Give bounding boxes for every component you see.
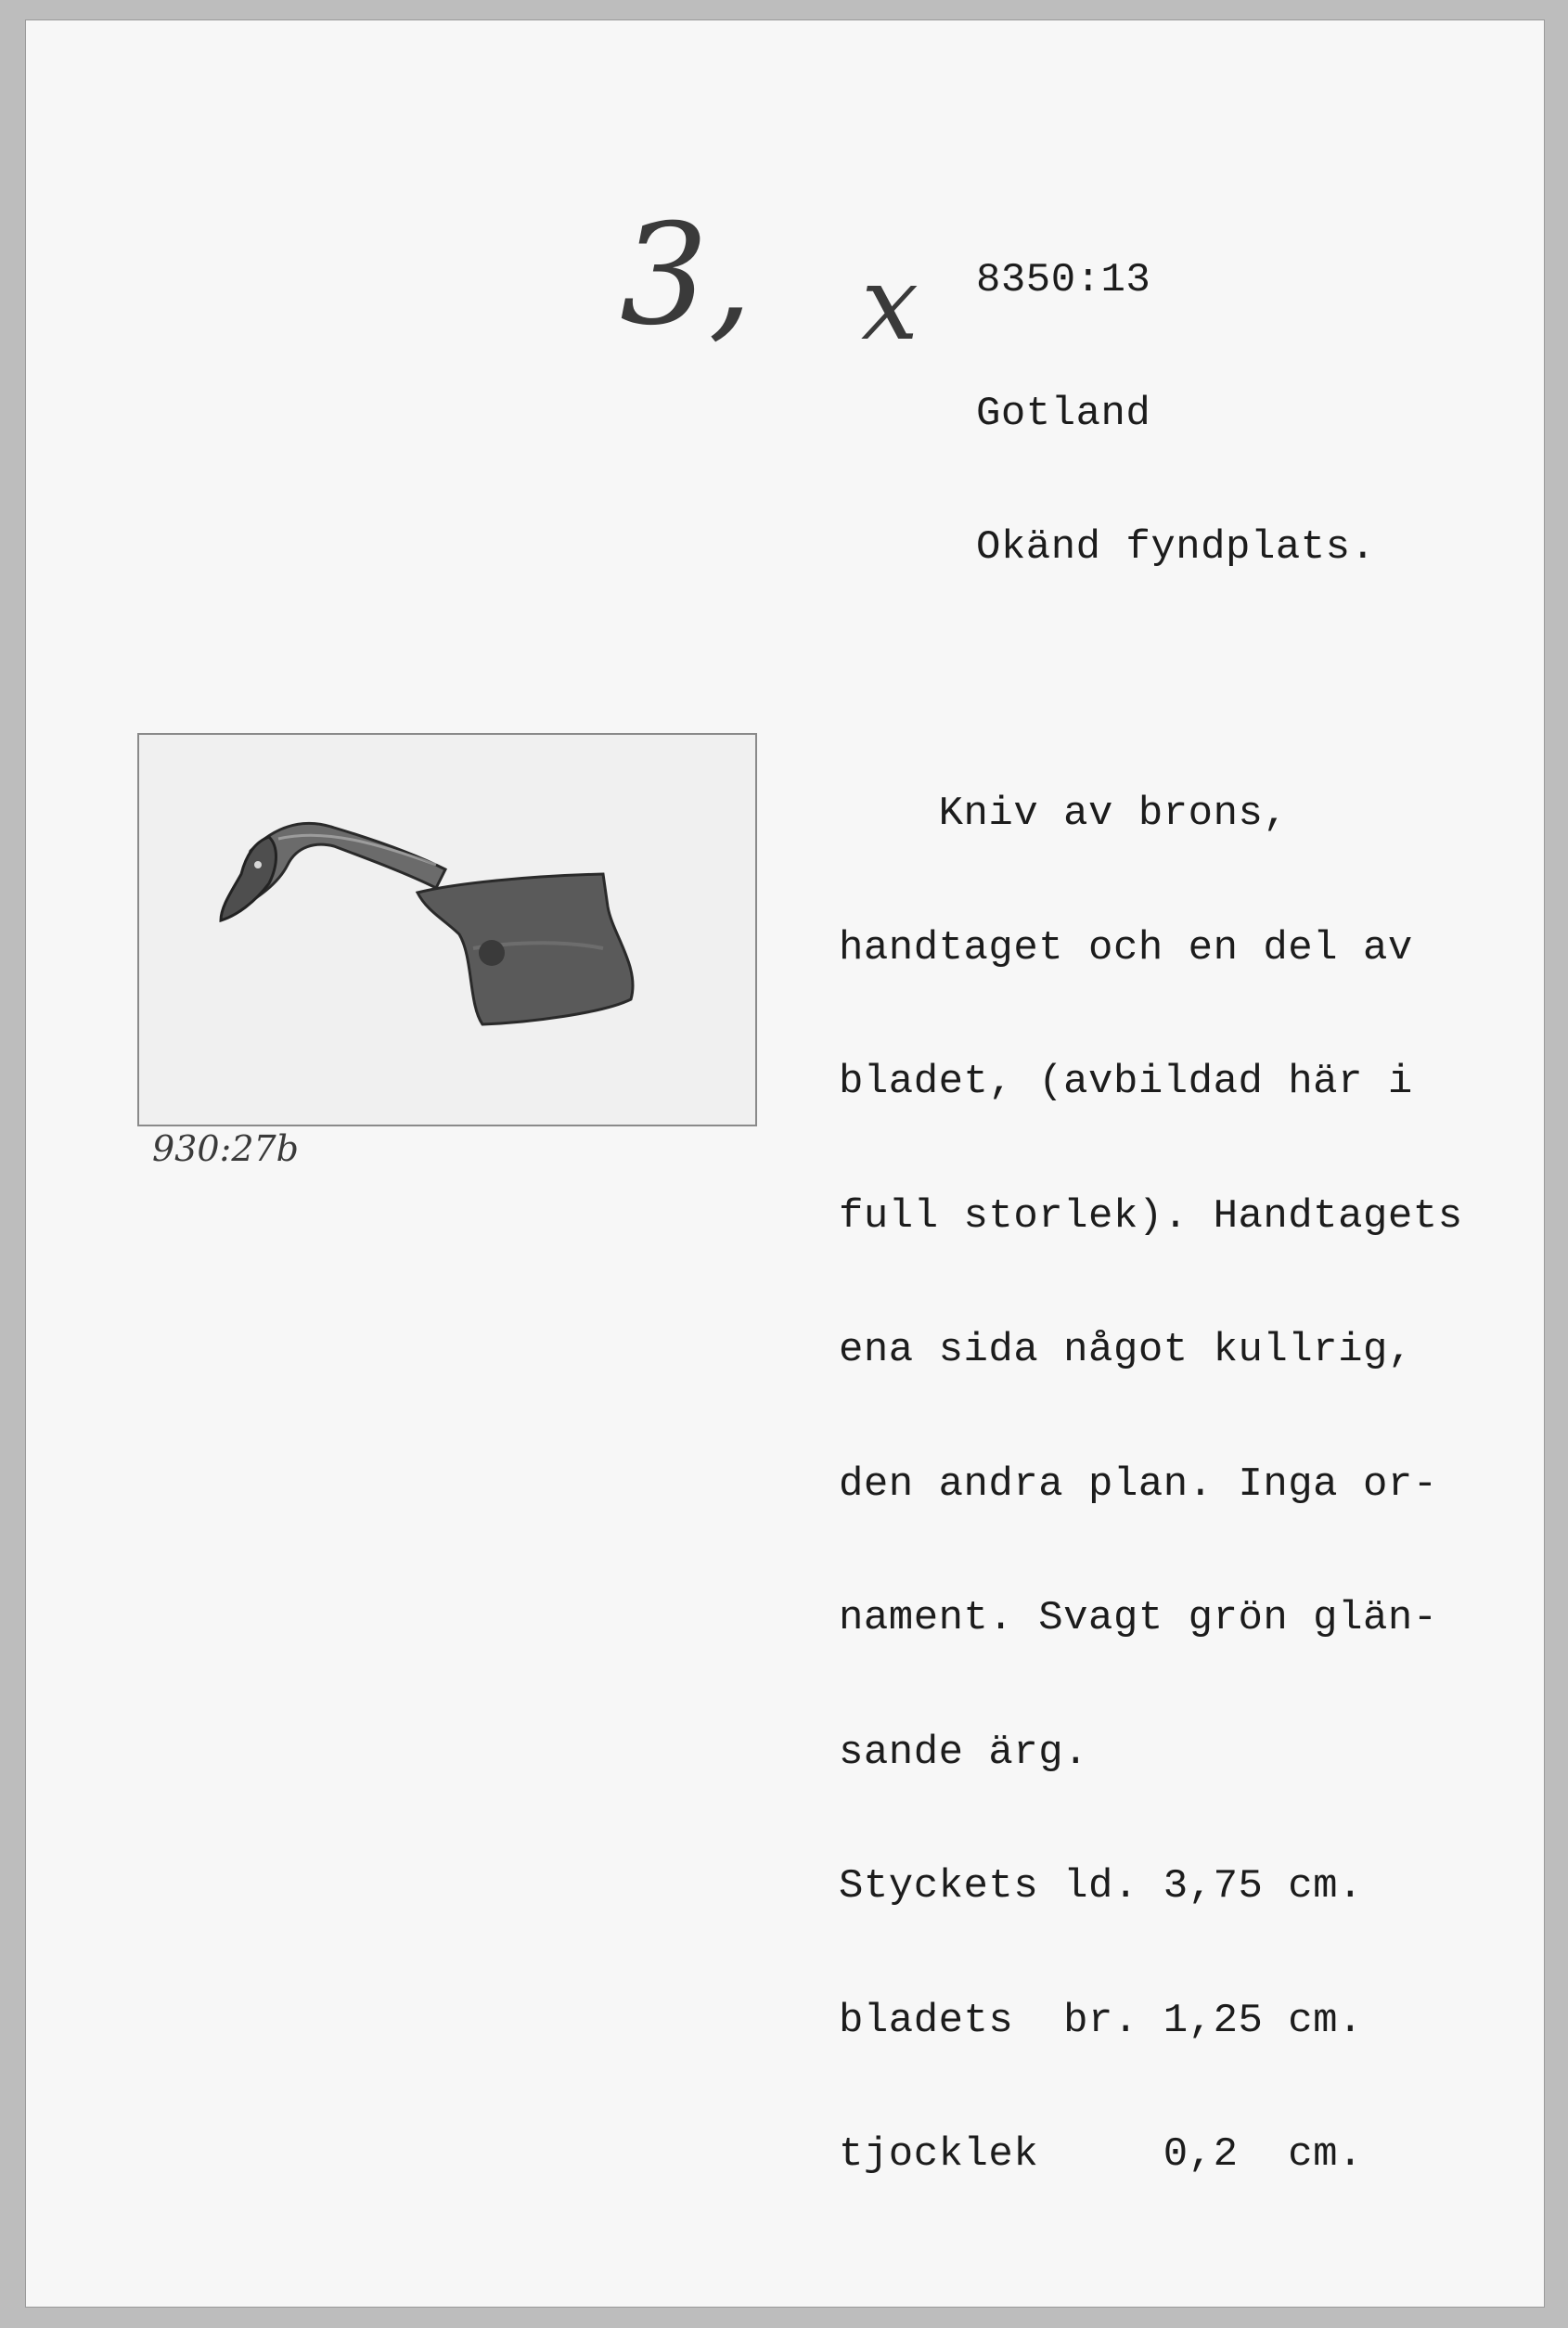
find-site: Okänd fyndplats. bbox=[976, 524, 1376, 571]
description-line: sande ärg. bbox=[839, 1729, 1089, 1776]
photo-caption: 930:27b bbox=[152, 1128, 300, 1169]
handwritten-mark: x bbox=[861, 244, 919, 363]
description-line: ena sida något kullrig, bbox=[839, 1327, 1413, 1373]
measurement-thickness: tjocklek 0,2 cm. bbox=[839, 2131, 1363, 2178]
bronze-knife-image bbox=[139, 735, 755, 1125]
catalog-card bbox=[26, 20, 1544, 2307]
description-line: Kniv av brons, bbox=[839, 791, 1289, 837]
measurement-width: bladets br. 1,25 cm. bbox=[839, 1997, 1363, 2044]
description-line: full storlek). Handtagets bbox=[839, 1192, 1463, 1240]
description-line: nament. Svagt grön glän- bbox=[839, 1595, 1438, 1641]
handwritten-number: 3, bbox=[620, 195, 753, 356]
region: Gotland bbox=[976, 391, 1151, 437]
description-line: handtaget och en del av bbox=[839, 924, 1413, 971]
description bbox=[839, 702, 1463, 2267]
description-line: bladet, (avbildad här i bbox=[839, 1059, 1413, 1105]
catalog-number: 8350:13 bbox=[976, 257, 1151, 303]
artifact-photo bbox=[137, 733, 757, 1126]
card-header bbox=[976, 169, 1375, 659]
description-line: den andra plan. Inga or- bbox=[839, 1460, 1438, 1508]
measurement-length: Styckets ld. 3,75 cm. bbox=[839, 1863, 1363, 1910]
